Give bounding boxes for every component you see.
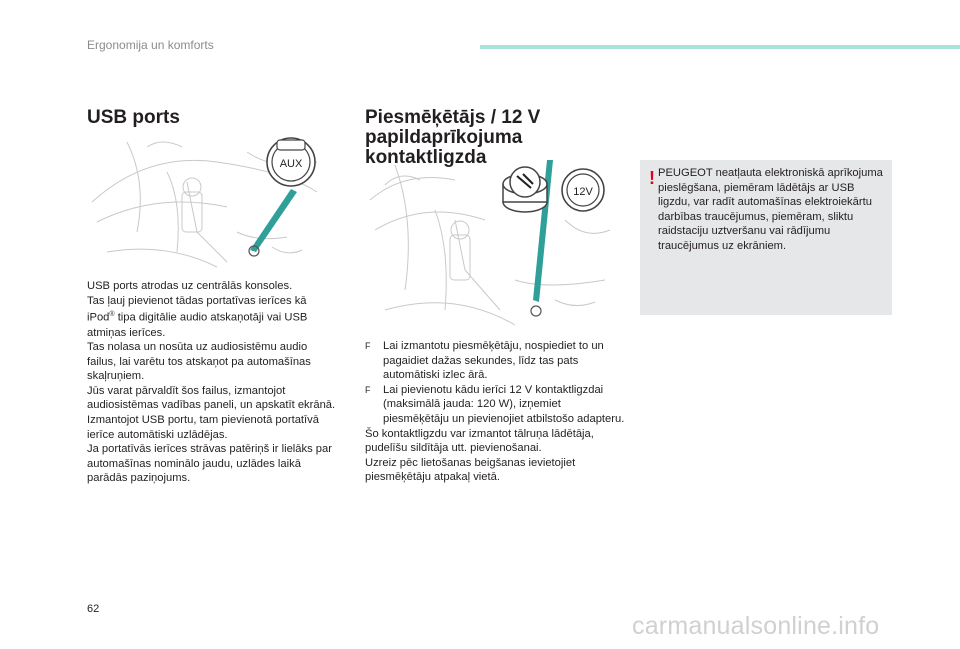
- watermark: carmanualsonline.info: [632, 612, 880, 640]
- warning-icon: !: [649, 168, 655, 188]
- usb-paragraph: Izmantojot USB portu, tam pievienotā portatīvā ierīce automātiski uzlādējas.: [87, 414, 319, 441]
- usb-paragraph: Tas ļauj pievienot tādas portatīvas ierīces kā: [87, 294, 307, 307]
- warning-box: [640, 160, 892, 315]
- registered-mark: ®: [109, 311, 115, 319]
- twelve-volt-label: 12V: [573, 186, 593, 198]
- bullet-text: Lai pievienotu kādu ierīci 12 V kontaktligzdai (maksimālā jauda: 120 W), izņemiet piesmēķētāju un pievienojiet atbilstošo adapteru.: [383, 383, 625, 425]
- usb-paragraph-rest: tipa digitālie audio atskaņotāji vai USB atmiņas ierīces.: [87, 311, 308, 339]
- usb-paragraph: Tas nolasa un nosūta uz audiosistēmu audio failus, lai varētu tos atskaņot pa automašīnas skaļruņiem.: [87, 341, 311, 383]
- usb-description: [87, 279, 337, 486]
- lighter-paragraph: Šo kontaktligzdu var izmantot tālruņa lādētāja, pudelīšu sildītāja utt. pievienošanai.: [365, 427, 594, 455]
- lighter-bullet: [365, 339, 627, 383]
- usb-paragraph: [87, 308, 337, 340]
- lighter-bullet: [365, 383, 627, 427]
- lighter-description: [365, 339, 627, 485]
- lighter-paragraph: Uzreiz pēc lietošanas beigšanas ievietojiet piesmēķētāju atpakaļ vietā.: [365, 456, 576, 484]
- section-title: Ergonomija un komforts: [87, 38, 214, 52]
- usb-paragraph: USB ports atrodas uz centrālās konsoles.: [87, 280, 293, 292]
- section-accent-bar: [480, 45, 960, 49]
- page-number: 62: [87, 603, 100, 615]
- ipod-text: iPod: [87, 311, 110, 324]
- lighter-socket-illustration: [365, 160, 615, 330]
- bullet-text: Lai izmantotu piesmēķētāju, nospiediet to un pagaidiet dažas sekundes, līdz tas pats automātiski izlec ārā.: [383, 340, 604, 382]
- usb-paragraph: Ja portatīvās ierīces strāvas patēriņš ir lielāks par automašīnas nominālo jaudu, uzlādes laikā parādās paziņojums.: [87, 443, 332, 485]
- lighter-title: Piesmēķētājs / 12 V papildaprīkojuma kontaktligzda: [365, 107, 541, 168]
- warning-text: PEUGEOT neatļauta elektroniskā aprīkojuma pieslēgšana, piemēram lādētājs ar USB ligzdu, var radīt automašīnas elektroiekārtu darbības traucējumus, piemēram, sliktu raidstaciju uztveršanu vai rādījumu traucējumus uz ekrāniem.: [658, 167, 883, 252]
- usb-title: USB ports: [87, 107, 180, 128]
- bullet-mark: F: [365, 384, 371, 395]
- usb-port-illustration: [87, 132, 324, 272]
- usb-paragraph: Jūs varat pārvaldīt šos failus, izmantojot audiosistēmas vadības paneli, un apskatīt ekrānā.: [87, 384, 336, 412]
- aux-label: AUX: [279, 158, 303, 170]
- bullet-mark: F: [365, 341, 371, 351]
